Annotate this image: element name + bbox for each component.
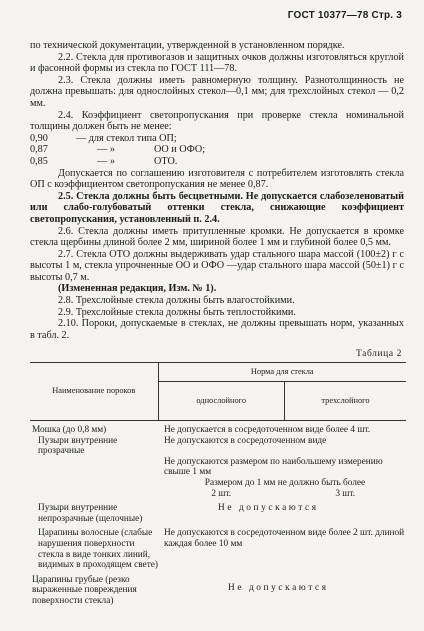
paragraph-2-5: 2.5. Стекла должны быть бесцветными. Не допускается слабозеленоватый или слабо-голубоватый оттенки стекла, снижающие коэффициент светопропускания, установленный п. 2.4. — [30, 190, 404, 225]
table-row: Мошка (до 0,8 мм) Не допускается в сосредоточенном виде более 4 шт. — [32, 425, 371, 435]
coefficient-line: 0,87 — » ОО и ОФО; — [30, 144, 206, 156]
amendment-note: (Измененная редакция, Изм. № 1). — [58, 283, 217, 295]
table-row: Царапины волосные (слабые нарушения поверхности стекла в виде тонких линий, видимых в проходящем свете) Не допускаются в сосредоточенном виде более 2 шт. длиной каждая более 10 мм — [38, 528, 405, 571]
column-header-triple: трехслойного — [284, 382, 406, 421]
paragraph-2-2: 2.2. Стекла для противогазов и защитных очков должны изготовляться круглой и фасонной формы из стекла по ГОСТ 111—78. — [30, 51, 404, 75]
paragraph-2-10: 2.10. Пороки, допускаемые в стеклах, не должны превышать норм, указанных в табл. 2. — [30, 318, 404, 341]
coefficient-line: 0,90 — для стекол типа ОП; — [30, 132, 177, 144]
coefficient-line: 0,85 — » ОТО. — [30, 155, 178, 167]
paragraph-2-7: 2.7. Стекла ОТО должны выдерживать удар стального шара массой (100±2) г с высоты 1 м, стекла упрочненные ОО и ОФО —удар стального шара массой (50±1) г с высоты 0,7 м. — [30, 248, 404, 283]
paragraph-2-4-note: Допускается по соглашению изготовителя с потребителем изготовлять стекла ОП с коэффициентом светопропускания не менее 0,87. — [30, 167, 404, 191]
document-body — [30, 40, 404, 341]
table-row: Размером до 1 мм не должно быть более — [204, 477, 366, 488]
column-header-norm: Норма для стекла — [158, 363, 406, 382]
table-row: Не допускаются размером по наибольшему измерению свыше 1 мм — [164, 456, 383, 478]
column-header-single: однослойного — [158, 382, 284, 421]
paragraph-2-6: 2.6. Стекла должны иметь притупленные кромки. Не допускается в кромке стекла щербины длиной более 2 мм, шириной более 1 мм и глубиной более 0,5 мм. — [30, 225, 404, 249]
defects-table — [30, 362, 406, 607]
column-header-name: Наименование пороков — [30, 363, 158, 421]
table-row: 2 шт. 3 шт. — [211, 488, 356, 499]
paragraph-2-8: 2.8. Трехслойные стекла должны быть влагостойкими. — [58, 295, 295, 307]
doc-code: ГОСТ 10377—78 — [287, 10, 369, 21]
page-number: Стр. 3 — [371, 10, 402, 21]
paragraph-2-3: 2.3. Стекла должны иметь равномерную толщину. Разнотолщинность не должна превышать: для однослойных стекол—0,1 мм; для трехслойных стекол — 0,2 мм. — [30, 74, 404, 109]
paragraph-2-4: 2.4. Коэффициент светопропускания при проверке стекла номинальной толщины должен быть не менее: — [30, 109, 404, 133]
table-caption: Таблица 2 — [355, 349, 402, 359]
paragraph-continuation: по технической документации, утвержденной в установленном порядке. — [30, 40, 345, 51]
table-row: Пузыри внутренние непрозрачные (щелочные) Не допускаются — [38, 503, 319, 524]
table-row: Царапины грубые (резко выраженные повреждения поверхности стекла) Не допускаются — [32, 574, 329, 606]
table-row: Пузыри внутренние прозрачные Не допускаются в сосредоточенном виде — [38, 435, 327, 457]
page-header — [288, 10, 402, 21]
paragraph-2-9: 2.9. Трехслойные стекла должны быть теплостойкими. — [58, 306, 296, 318]
